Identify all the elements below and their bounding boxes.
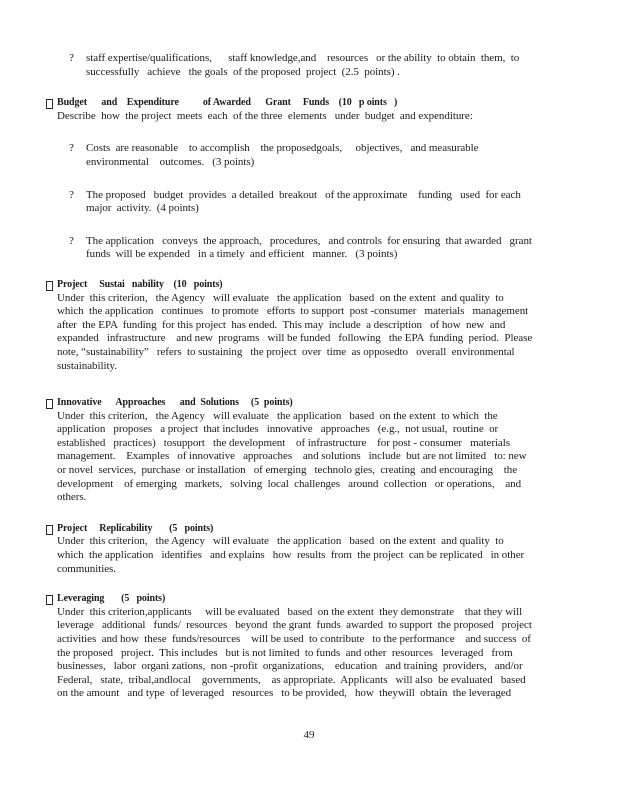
text-line: communities. (57, 562, 116, 575)
text-line: Under this criterion, the Agency will evaluate the application based on the extent to which the (57, 409, 498, 422)
text-line: the proposed project. This includes but is not limited to funds and other resources leveraged from (57, 646, 513, 659)
block-text (57, 278, 618, 373)
text-line: Federal, state, tribal,andlocal governments, as appropriate. Applicants will also be evaluated based (57, 673, 526, 686)
square-bullet-icon (46, 399, 53, 409)
text-line: on the amount and type of leveraged resources to be provided, how theywill obtain the leveraged (57, 687, 512, 700)
text-line: The application conveys the approach, procedures, and controls for ensuring that awarded grant (86, 234, 532, 247)
text-line: established practices) tosupport the development of infrastructure for post - consumer materials (57, 436, 511, 449)
block-text (57, 592, 618, 701)
criterion-bullet-expenditure-controls (0, 235, 618, 262)
section-heading: Leveraging (5 points) (57, 593, 166, 605)
question-bullet-icon: ? (69, 52, 74, 64)
text-line: note, “sustainability” refers to sustaining the project over time as opposedto overall environmental (57, 345, 515, 358)
criterion-bullet-costs-reasonable (0, 142, 618, 169)
text-line: which the application identifies and explains how results from the project can be replicated in other (57, 549, 525, 562)
text-line: major activity. (4 points) (86, 202, 199, 215)
text-line: after the EPA funding for this project has ended. This may include a description of how new and (57, 318, 506, 331)
block-text (86, 189, 618, 216)
text-line: Under this criterion, the Agency will evaluate the application based on the extent and quality to (57, 535, 504, 548)
question-bullet-icon: ? (69, 234, 74, 247)
section-leveraging (0, 592, 618, 701)
question-bullet-icon: ? (69, 188, 74, 201)
section-heading: Project Replicability (5 points) (57, 522, 214, 534)
text-line: The proposed budget provides a detailed breakout of the approximate funding used for each (86, 188, 521, 201)
square-bullet-icon (46, 281, 53, 291)
text-line: Under this criterion,applicants will be evaluated based on the extent they demonstrate that they will (57, 605, 523, 618)
text-line: which the application continues to promote efforts to support post -consumer materials management (57, 305, 529, 318)
text-line: Costs are reasonable to accomplish the proposedgoals, objectives, and measurable (86, 142, 479, 155)
square-bullet-icon (46, 595, 53, 605)
text-line: expanded infrastructure and new programs will be funded following the EPA funding period. Please (57, 332, 533, 345)
document-content (0, 52, 618, 701)
text-line: Under this criterion, the Agency will evaluate the application based on the extent and quality to (57, 291, 504, 304)
page-number: 49 (303, 729, 315, 741)
section-project-sustainability (0, 278, 618, 373)
section-project-replicability (0, 522, 618, 576)
section-heading: Budget and Expenditure of Awarded Grant Funds (10 p oints ) (57, 97, 398, 109)
criterion-bullet-staff-expertise (0, 52, 618, 79)
section-heading: Innovative Approaches and Solutions (5 points) (57, 397, 293, 409)
text-line: staff expertise/qualifications, staff knowledge,and resources or the ability to obtain them, to (86, 52, 520, 64)
text-line: development of emerging markets, solving local challenges around collection or operations, and (57, 477, 522, 490)
section-innovative-approaches (0, 396, 618, 505)
block-text (86, 142, 618, 169)
question-bullet-icon: ? (69, 142, 74, 155)
text-line: others. (57, 491, 87, 504)
section-heading: Project Sustai nability (10 points) (57, 278, 223, 290)
text-line: application proposes a project that includes innovative approaches (e.g., not usual, routine or (57, 423, 499, 436)
text-line: or novel services, purchase or installation of emerging technolo gies, creating and encouraging the (57, 464, 518, 477)
text-line: businesses, labor organi zations, non -profit organizations, education and training providers, and/or (57, 660, 523, 673)
text-line: successfully achieve the goals of the proposed project (2.5 points) . (86, 65, 400, 78)
text-line: leverage additional funds/ resources beyond the grant funds awarded to support the proposed project (57, 619, 532, 632)
text-line: management. Examples of innovative approaches and solutions include but are not limited to: new (57, 450, 527, 463)
text-line: activities and how these funds/resources will be used to contribute to the performance and success of (57, 633, 531, 645)
section-budget-expenditure (0, 96, 618, 123)
square-bullet-icon (46, 525, 53, 535)
block-text (86, 235, 618, 262)
criterion-bullet-budget-breakout (0, 189, 618, 216)
text-line: funds will be expended in a timely and efficient manner. (3 points) (86, 248, 398, 261)
block-text (57, 96, 618, 123)
square-bullet-icon (46, 99, 53, 109)
block-text (57, 522, 618, 576)
text-line: sustainability. (57, 359, 117, 372)
text-line: environmental outcomes. (3 points) (86, 155, 255, 168)
text-line: Describe how the project meets each of the three elements under budget and expenditure: (57, 109, 473, 122)
block-text (57, 396, 618, 505)
block-text (86, 52, 618, 79)
